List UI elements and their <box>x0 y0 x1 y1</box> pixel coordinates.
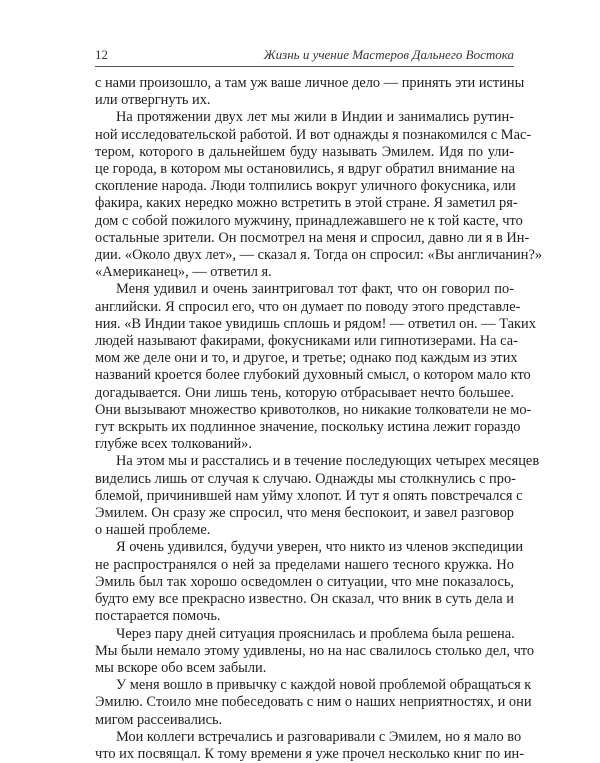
page-number: 12 <box>95 47 108 62</box>
running-title: Жизнь и учение Мастеров Дальнего Востока <box>263 47 514 62</box>
text-line: У меня вошло в привычку с каждой новой проблемой обращаться к <box>116 677 532 694</box>
text-line: не распространялся о ней за пределами нашего тесного кружка. Но <box>95 556 514 573</box>
text-line: людей называют факирами, фокусниками или гипнотизерами. На са- <box>95 333 518 350</box>
text-line: дом с собой пожилого мужчину, принадлежавшего не к той касте, что <box>95 212 523 229</box>
text-line: факира, каких нередко можно встретить в этой стране. Я заметил ря- <box>95 195 518 212</box>
text-line: Они вызывают множество кривотолков, но никакие толкователи не мо- <box>95 401 532 418</box>
text-line: остальные зрители. Он посмотрел на меня и спросил, давно ли я в Ин- <box>95 229 530 246</box>
text-line: гут вскрыть их подлинное значение, поскольку истина лежит гораздо <box>95 419 521 436</box>
text-line: мом же деле они и то, и другое, и третье; однако под каждым из этих <box>95 350 518 367</box>
text-line: виделись лишь от случая к случаю. Однажды мы столкнулись с про- <box>95 470 516 487</box>
text-line: Через пару дней ситуация прояснилась и проблема была решена. <box>116 625 515 642</box>
text-line: названий кроется более глубокий духовный смысл, о котором мало кто <box>95 367 531 384</box>
text-line: Меня удивил и очень заинтриговал тот факт, что он говорил по- <box>116 281 514 298</box>
text-line: или отвергнуть их. <box>95 92 211 109</box>
text-line: глубже всех толкований». <box>95 436 252 453</box>
text-line: блемой, причинившей нам уйму хлопот. И тут я опять повстречался с <box>95 487 523 504</box>
text-line: догадывается. Они лишь тень, которую отбрасывает нечто большее. <box>95 384 514 401</box>
header-rule <box>95 66 514 67</box>
text-line: скопление народа. Люди толпились вокруг уличного фокусника, или <box>95 178 516 195</box>
text-line: тером, которого в дальнейшем буду называть Эмилем. Идя по ули- <box>95 143 514 160</box>
text-line: це города, в котором мы остановились, я вдруг обратил внимание на <box>95 161 515 178</box>
body-text <box>95 75 543 763</box>
text-line: мы вскоре обо всем забыли. <box>95 659 267 676</box>
paragraph <box>95 453 540 539</box>
text-line: дии. «Около двух лет», — сказал я. Тогда он спросил: «Вы англичанин?» <box>95 247 543 264</box>
text-line: Я очень удивился, будучи уверен, что никто из членов экспедиции <box>116 539 524 556</box>
text-line: английски. Я спросил его, что он думает по поводу этого представле- <box>95 298 521 315</box>
paragraph <box>95 728 525 763</box>
text-line: будто ему все прекрасно известно. Он сказал, что вник в суть дела и <box>95 591 514 608</box>
text-line: мигом рассеивались. <box>95 711 223 728</box>
text-line: ния. «В Индии такое увидишь сплошь и рядом! — ответил он. — Таких <box>95 315 536 332</box>
text-line: Мои коллеги встречались и разговаривали с Эмилем, но я мало во <box>116 728 522 745</box>
text-line: с нами произошло, а там уж ваше личное дело — принять эти истины <box>95 75 525 91</box>
text-line: Эмилем. Он сразу же спросил, что меня беспокоит, и завел разговор <box>95 505 514 522</box>
text-line: Эмиль был так хорошо осведомлен о ситуации, что мне показалось, <box>95 573 514 590</box>
paragraph <box>95 75 525 109</box>
paragraph <box>95 281 536 453</box>
text-line: о нашей проблеме. <box>95 522 211 539</box>
text-line: что их посвящал. К тому времени я уже прочел несколько книг по ин- <box>95 745 525 762</box>
text-line: «Американец», — ответил я. <box>95 264 272 281</box>
text-line: На протяжении двух лет мы жили в Индии и занимались рутин- <box>116 109 514 126</box>
text-line: постарается помочь. <box>95 608 221 625</box>
paragraph <box>95 677 532 729</box>
paragraph <box>95 539 524 625</box>
text-line: Эмилю. Стоило мне побеседовать с ним о наших неприятностях, и они <box>95 694 532 711</box>
text-line: На этом мы и расстались и в течение последующих четырех месяцев <box>116 453 540 470</box>
text-line: ной исследовательской работой. И вот однажды я познакомился с Мас- <box>95 126 532 143</box>
paragraph <box>95 109 543 281</box>
text-line: Мы были немало этому удивлены, но на нас свалилось столько дел, что <box>95 642 535 659</box>
paragraph <box>95 625 535 678</box>
